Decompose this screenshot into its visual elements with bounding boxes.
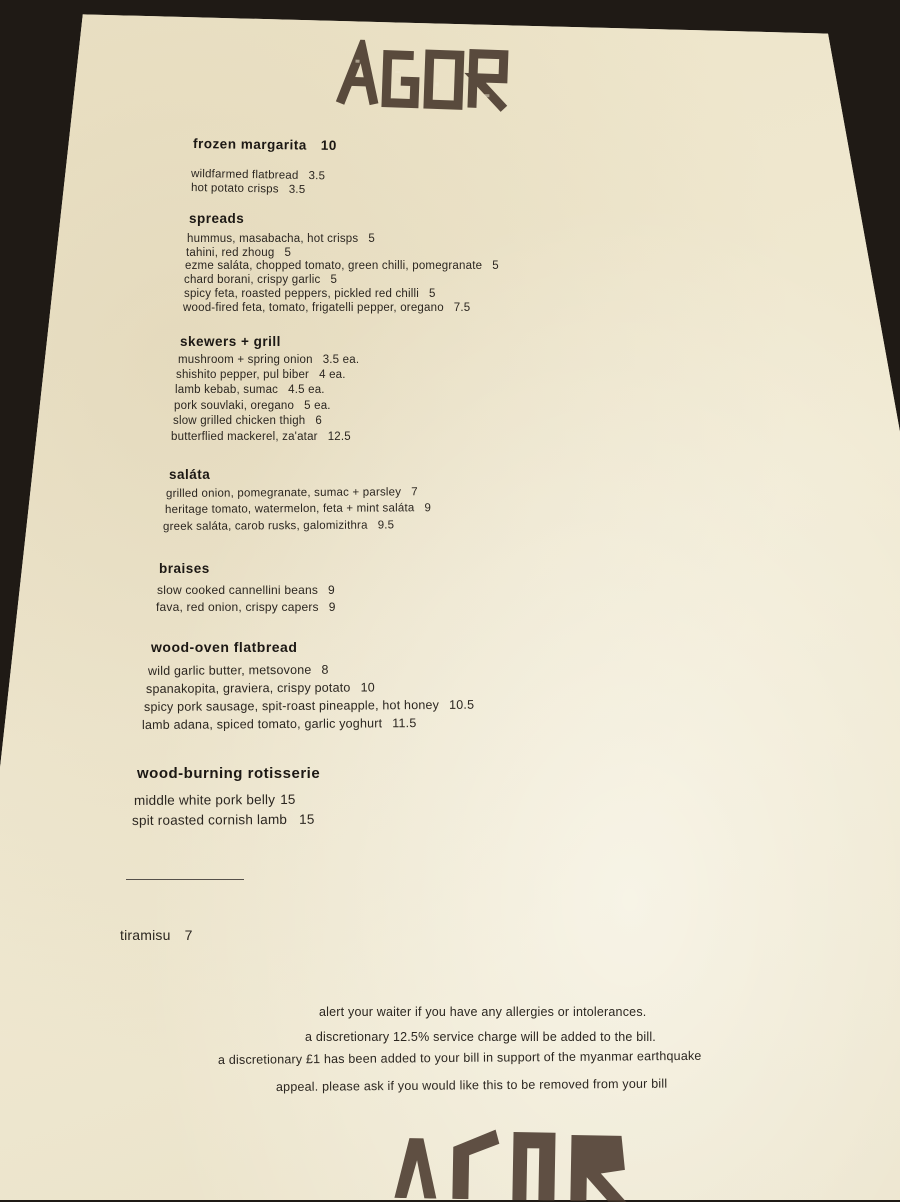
dessert-item (120, 927, 193, 943)
item-name: wildfarmed flatbread (190, 168, 299, 182)
menu-item (175, 384, 325, 396)
menu-item (132, 812, 315, 828)
menu-item (173, 415, 322, 427)
item-price: 5 (284, 247, 292, 259)
menu-item (134, 792, 296, 808)
item-price: 6 (315, 415, 323, 427)
item-name: tiramisu (120, 927, 171, 943)
item-name: heritage tomato, watermelon, feta + mint saláta (164, 502, 415, 516)
item-price: 8 (321, 662, 329, 677)
item-price: 4.5 ea. (288, 384, 325, 396)
item-price: 5 (368, 233, 375, 245)
frozen-margarita-item (193, 136, 337, 153)
item-name: spit roasted cornish lamb (131, 811, 288, 828)
menu-item (166, 486, 418, 500)
menu-item (184, 274, 337, 286)
item-price: 11.5 (392, 716, 417, 731)
item-name: butterflied mackerel, za'atar (171, 431, 318, 443)
item-name: spicy feta, roasted peppers, pickled red chilli (184, 288, 420, 300)
frozen-margarita-name: frozen margarita (192, 135, 307, 153)
item-price: 3.5 (288, 183, 306, 196)
section-title-skewers-grill: skewers + grill (180, 334, 281, 349)
item-price: 5 (492, 260, 499, 272)
menu-item (163, 519, 394, 533)
item-name: lamb kebab, sumac (175, 384, 279, 396)
item-name: middle white pork belly (133, 792, 276, 808)
menu-item (184, 288, 436, 300)
menu-item (146, 680, 375, 696)
item-name: slow grilled chicken thigh (173, 415, 306, 427)
item-name: wood-fired feta, tomato, frigatelli pepper, oregano (183, 302, 444, 314)
item-price: 9 (328, 600, 336, 614)
section-title-wood-burning-rotisserie: wood-burning rotisserie (137, 765, 321, 782)
menu-item (144, 698, 474, 714)
menu-item (178, 354, 359, 366)
item-name: wild garlic butter, metsovone (147, 662, 312, 678)
item-price: 7 (411, 486, 418, 499)
item-price: 9.5 (377, 519, 395, 532)
frozen-margarita-price: 10 (320, 137, 337, 154)
menu-item (171, 431, 351, 443)
menu-item (165, 502, 431, 516)
menu-item (187, 233, 375, 245)
item-price: 9 (328, 583, 335, 597)
item-name: fava, red onion, crispy capers (156, 600, 319, 614)
service-charge-notice: a discretionary 12.5% service charge will be added to the bill. (305, 1030, 656, 1044)
item-price: 5 ea. (304, 400, 331, 412)
item-price: 12.5 (327, 431, 351, 443)
menu-item (174, 400, 331, 412)
item-price: 7.5 (453, 302, 471, 314)
menu-item (157, 583, 335, 597)
menu-item (191, 168, 325, 182)
item-price: 9 (424, 502, 432, 515)
section-title-wood-oven-flatbread: wood-oven flatbread (151, 639, 298, 655)
item-name: tahini, red zhoug (186, 247, 275, 259)
item-name: hot potato crisps (190, 182, 279, 196)
item-price: 5 (330, 274, 338, 286)
item-name: spanakopita, graviera, crispy potato (145, 680, 351, 696)
menu-item (185, 260, 499, 272)
allergy-notice: alert your waiter if you have any allergies or intolerances. (319, 1005, 647, 1019)
item-price: 3.5 ea. (322, 354, 360, 366)
menu-item (183, 302, 470, 314)
menu-item (142, 716, 417, 732)
agora-logo-bottom (394, 1126, 635, 1202)
menu-item (186, 247, 291, 259)
item-name: chard borani, crispy garlic (184, 274, 321, 286)
item-price: 5 (429, 288, 436, 300)
item-name: spicy pork sausage, spit-roast pineapple, hot honey (143, 697, 440, 714)
item-price: 7 (184, 927, 193, 943)
donation-notice-continued: appeal. please ask if you would like this to be removed from your bill (275, 1076, 668, 1094)
item-name: ezme saláta, chopped tomato, green chilli, pomegranate (185, 260, 483, 272)
item-name: greek saláta, carob rusks, galomizithra (162, 519, 368, 533)
menu-item (176, 369, 346, 381)
item-name: grilled onion, pomegranate, sumac + parsley (165, 486, 402, 500)
item-price: 4 ea. (319, 369, 346, 381)
section-title-spreads: spreads (189, 211, 245, 226)
menu-item (191, 182, 306, 196)
item-name: pork souvlaki, oregano (174, 400, 295, 412)
section-title-salata: saláta (169, 467, 211, 482)
item-price: 10 (360, 680, 375, 695)
item-name: lamb adana, spiced tomato, garlic yoghurt (141, 716, 383, 732)
item-price: 15 (299, 811, 315, 827)
item-name: hummus, masabacha, hot crisps (187, 233, 359, 245)
section-title-braises: braises (159, 561, 210, 576)
donation-notice: a discretionary £1 has been added to your bill in support of the myanmar earthquake (217, 1048, 702, 1067)
item-price: 3.5 (308, 170, 326, 183)
menu-item (148, 663, 329, 678)
item-name: shishito pepper, pul biber (176, 369, 310, 381)
item-name: mushroom + spring onion (178, 354, 313, 366)
divider (126, 879, 244, 880)
item-price: 15 (280, 791, 296, 807)
menu-item (156, 600, 336, 614)
item-price: 10.5 (449, 697, 475, 712)
item-name: slow cooked cannellini beans (157, 583, 319, 597)
